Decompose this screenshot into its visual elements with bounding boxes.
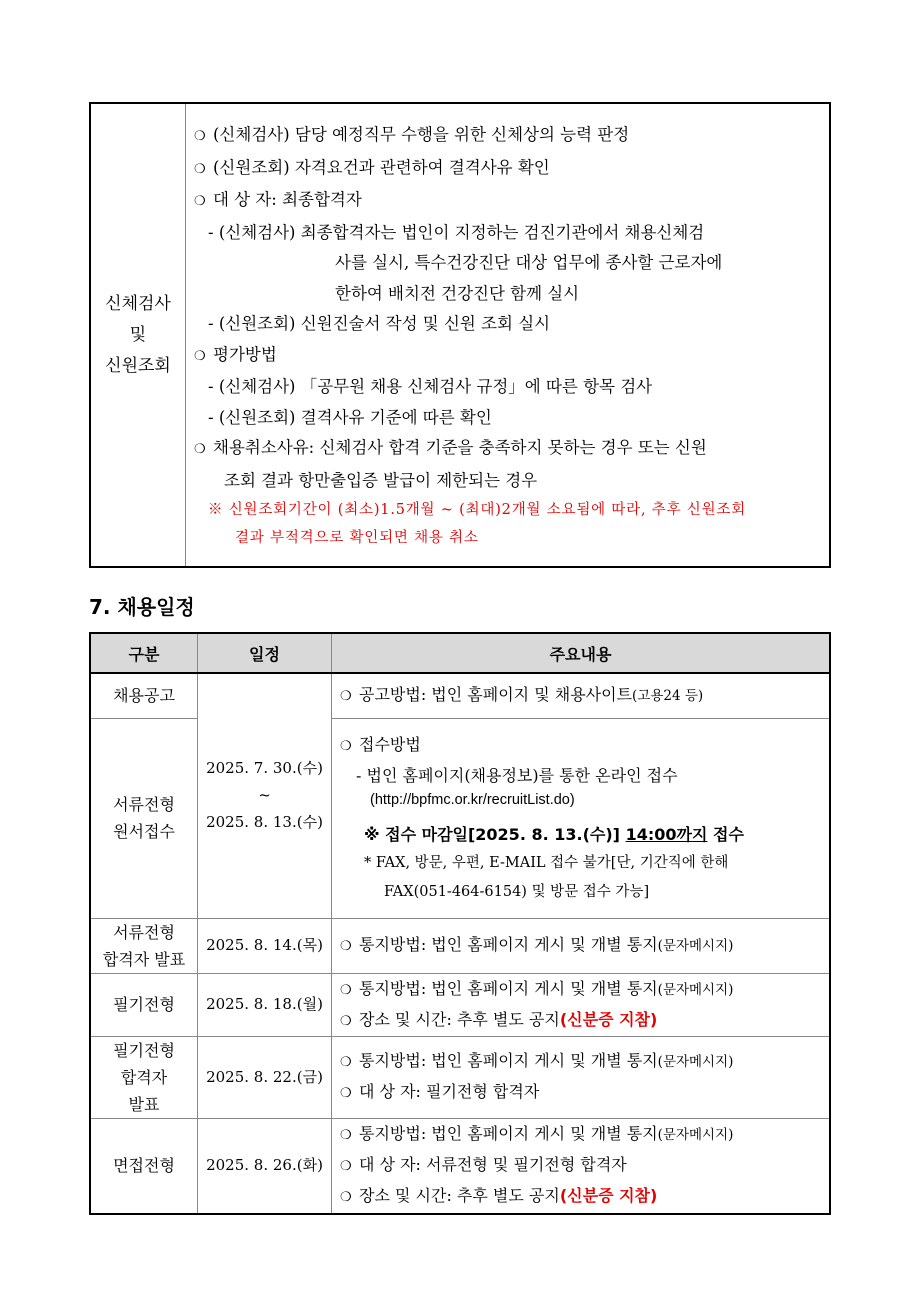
continued-line: 조회 결과 항만출입증 발급이 제한되는 경우 — [224, 470, 538, 490]
row-date: 2025. 8. 22.(금) — [198, 1036, 332, 1118]
circle-bullet-icon: ❍ — [194, 348, 206, 364]
row-date: 2025. 8. 26.(화) — [198, 1118, 332, 1214]
dash-line: - (신체검사) 최종합격자는 법인이 지정하는 검진기관에서 채용신체검 — [208, 222, 705, 242]
schedule-table — [89, 632, 831, 1215]
circle-bullet-icon: ❍ — [340, 1128, 352, 1144]
circle-bullet-icon: ❍ — [340, 1086, 352, 1101]
row-label: 서류전형 원서접수 — [90, 718, 198, 918]
section-heading: 7. 채용일정 — [89, 595, 195, 619]
dash-line: - (신원조회) 신원진술서 작성 및 신원 조회 실시 — [208, 314, 551, 333]
bullet-line: ❍ (신체검사) 담당 예정직무 수행을 위한 신체상의 능력 판정 — [194, 120, 821, 153]
row-content: ❍ 통지방법: 법인 홈페이지 게시 및 개별 통지(문자메시지) ❍ 장소 및 시간: 추후 별도 공지(신분증 지참) — [332, 973, 831, 1036]
row-date: 2025. 8. 18.(월) — [198, 973, 332, 1036]
screening-content — [186, 103, 831, 567]
row-date: 2025. 7. 30.(수) ~ 2025. 8. 13.(수) — [198, 673, 332, 918]
row-label: 서류전형 합격자 발표 — [90, 918, 198, 973]
continued-line: 한하여 배치전 건강진단 함께 실시 — [335, 283, 580, 303]
schedule-row — [90, 1118, 830, 1214]
circle-bullet-icon: ❍ — [340, 939, 352, 954]
schedule-row — [90, 1036, 830, 1118]
header-category: 구분 — [90, 633, 198, 673]
circle-bullet-icon: ❍ — [340, 1190, 352, 1206]
label-line: 신체검사 — [105, 293, 171, 314]
row-label: 채용공고 — [90, 673, 198, 718]
schedule-row — [90, 973, 830, 1036]
screening-label — [90, 103, 186, 567]
circle-bullet-icon: ❍ — [194, 442, 206, 457]
row-label: 필기전형 합격자 발표 — [90, 1036, 198, 1118]
circle-bullet-icon: ❍ — [340, 982, 352, 998]
label-line: 및 — [129, 324, 147, 345]
bullet-line: ❍ 채용취소사유: 신체검사 합격 기준을 충족하지 못하는 경우 또는 신원 — [194, 433, 821, 466]
cancellation-note — [194, 496, 821, 552]
bullet-line: ❍ 대 상 자: 최종합격자 — [194, 185, 821, 218]
deadline-line: ※ 접수 마감일[2025. 8. 13.(수)] 14:00까지 접수 — [364, 824, 744, 844]
circle-bullet-icon: ❍ — [340, 1055, 352, 1070]
row-content: ❍ 통지방법: 법인 홈페이지 게시 및 개별 통지(문자메시지) ❍ 대 상 자: 서류전형 및 필기전형 합격자 ❍ 장소 및 시간: 추후 별도 공지(신분증 지참) — [332, 1118, 831, 1214]
row-content: ❍ 공고방법: 법인 홈페이지 및 채용사이트(고용24 등) — [332, 673, 831, 718]
note-line: ※ 신원조회기간이 (최소)1.5개월 ~ (최대)2개월 소요됨에 따라, 추후 신원조회 — [208, 502, 747, 518]
schedule-row — [90, 673, 830, 718]
note-line: 결과 부적격으로 확인되면 채용 취소 — [235, 530, 479, 546]
row-content: ❍ 통지방법: 법인 홈페이지 게시 및 개별 통지(문자메시지) ❍ 대 상 자: 필기전형 합격자 — [332, 1036, 831, 1118]
circle-bullet-icon: ❍ — [194, 194, 206, 209]
header-date: 일정 — [198, 633, 332, 673]
schedule-row — [90, 918, 830, 973]
screening-table — [89, 102, 831, 568]
dash-line: - (신원조회) 결격사유 기준에 따른 확인 — [208, 407, 492, 427]
row-label: 면접전형 — [90, 1118, 198, 1214]
bullet-line: ❍ 평가방법 — [194, 340, 821, 373]
header-content: 주요내용 — [332, 633, 831, 673]
bullet-line: ❍ (신원조회) 자격요건과 관련하여 결격사유 확인 — [194, 153, 821, 186]
circle-bullet-icon: ❍ — [340, 738, 352, 754]
circle-bullet-icon: ❍ — [194, 129, 206, 144]
dash-line: - (신체검사) 「공무원 채용 신체검사 규정」에 따른 항목 검사 — [208, 377, 653, 396]
circle-bullet-icon: ❍ — [194, 161, 206, 177]
continued-line: 사를 실시, 특수건강진단 대상 업무에 종사할 근로자에 — [335, 253, 723, 272]
circle-bullet-icon: ❍ — [340, 689, 352, 705]
row-date: 2025. 8. 14.(목) — [198, 918, 332, 973]
label-line: 신원조회 — [105, 355, 171, 376]
row-content: ❍ 통지방법: 법인 홈페이지 게시 및 개별 통지(문자메시지) — [332, 918, 831, 973]
recruit-url-link[interactable]: (http://bpfmc.or.kr/recruitList.do) — [370, 791, 575, 808]
row-content: ❍ 접수방법 - 법인 홈페이지(채용정보)를 통한 온라인 접수 (http://bpfmc.or.kr/recruitList.do) ※ 접수 마감일[2025. 8. 13.(수)] 14:00까지 접수 * FAX, 방문, 우편, E-MAIL 접수 불가[단, 기간직에 한해 FAX(051-464-6154) 및 방문 접수 가능] — [332, 718, 831, 918]
schedule-header-row — [90, 633, 830, 673]
circle-bullet-icon: ❍ — [340, 1013, 352, 1029]
circle-bullet-icon: ❍ — [340, 1159, 352, 1175]
row-label: 필기전형 — [90, 973, 198, 1036]
